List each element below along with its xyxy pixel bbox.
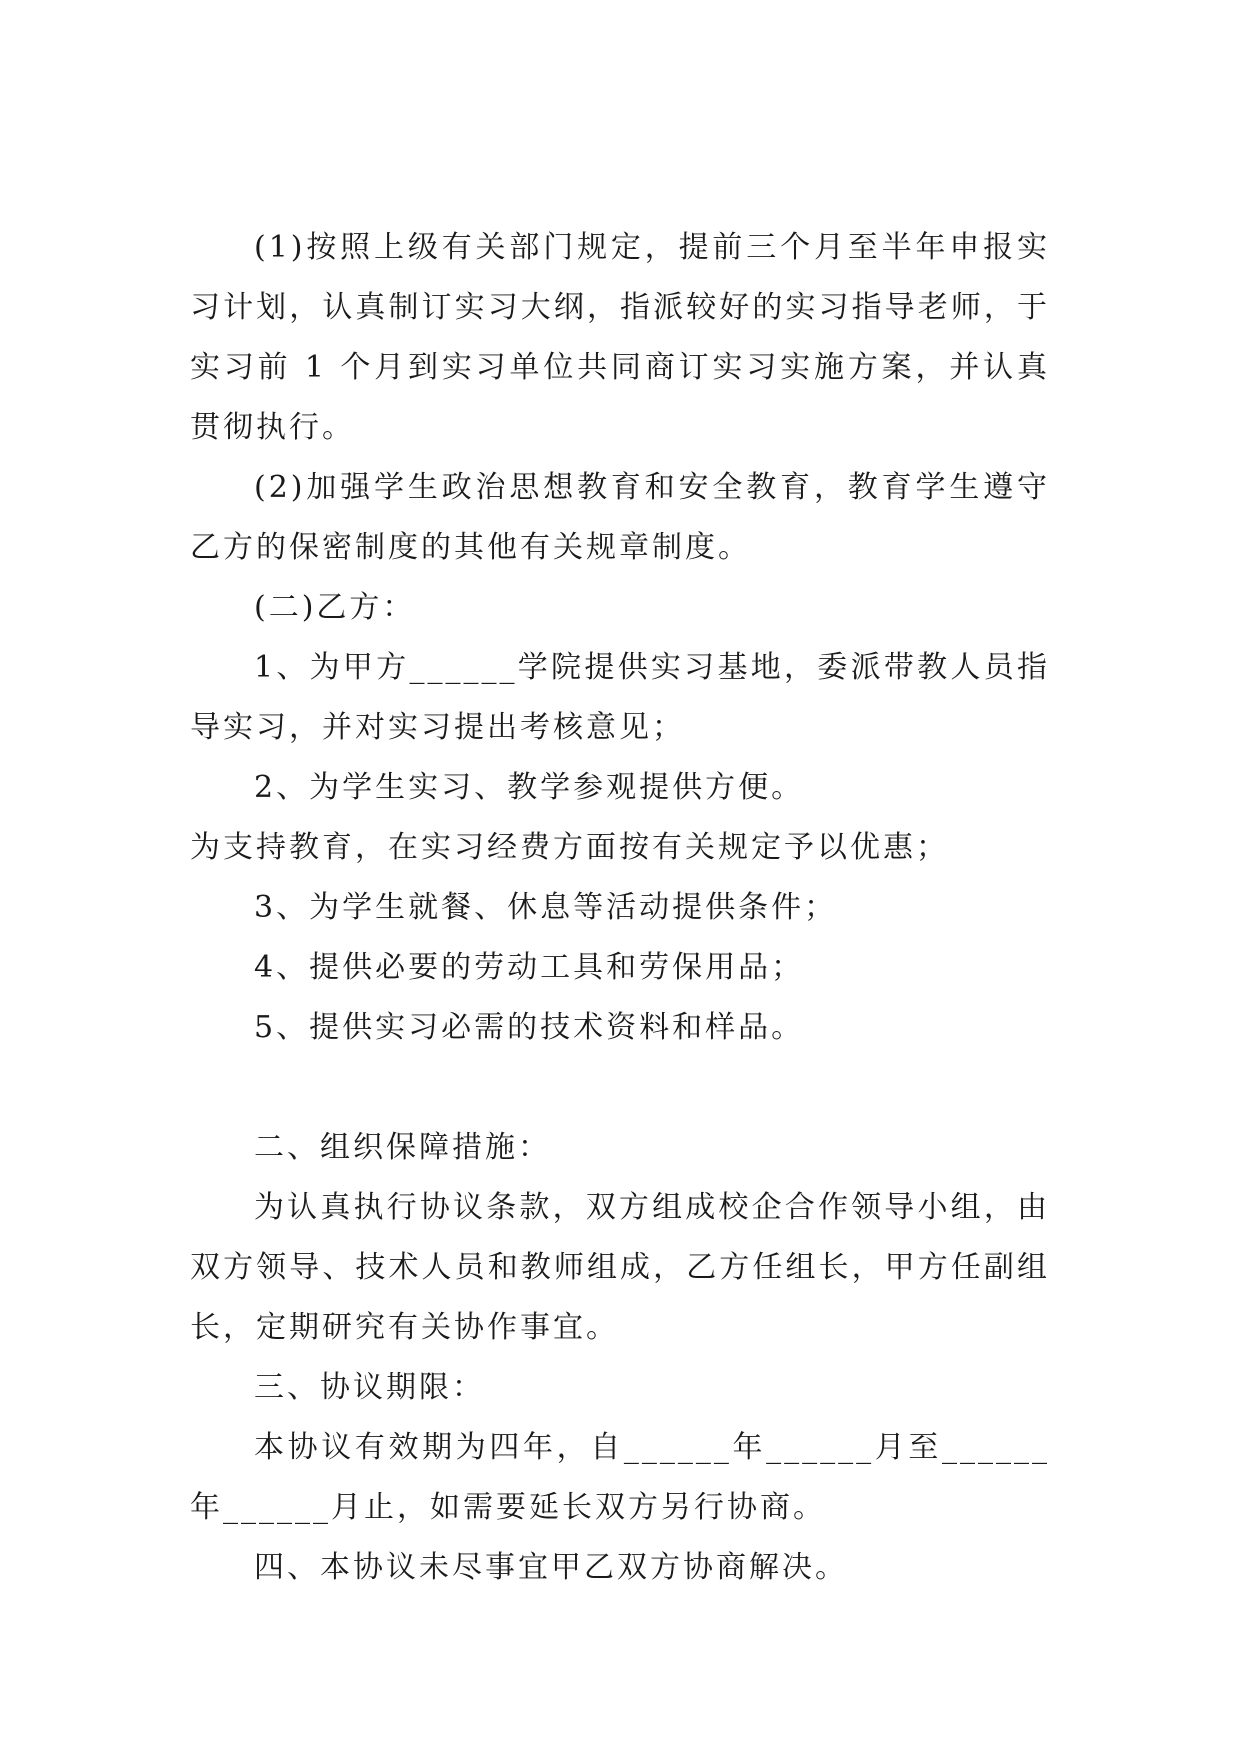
blank-spacer xyxy=(190,1058,1050,1118)
section-party-b-heading: (二)乙方： xyxy=(254,590,416,625)
paragraph-organization-body: 为认真执行协议条款，双方组成校企合作领导小组，由双方领导、技术人员和教师组成，乙方任组长，甲方任副组长，定期研究有关协作事宜。 xyxy=(190,1190,1050,1345)
document-body xyxy=(190,218,1050,1598)
paragraph-party-b-item-2: 2、为学生实习、教学参观提供方便。 xyxy=(254,770,805,805)
paragraph-term-body: 本协议有效期为四年，自______年______月至______年______月止，如需要延长双方另行协商。 xyxy=(190,1430,1050,1525)
paragraph-school-item-1: (1)按照上级有关部门规定，提前三个月至半年申报实习计划，认真制订实习大纲，指派较好的实习指导老师，于实习前 1 个月到实习单位共同商订实习实施方案，并认真贯彻执行。 xyxy=(190,230,1050,445)
paragraph-party-b-item-2-cont: 为支持教育，在实习经费方面按有关规定予以优惠； xyxy=(190,830,949,865)
paragraph-party-b-item-5: 5、提供实习必需的技术资料和样品。 xyxy=(254,1010,805,1045)
section-term-heading: 三、协议期限： xyxy=(254,1370,485,1405)
section-misc-clause: 四、本协议未尽事宜甲乙双方协商解决。 xyxy=(254,1550,848,1585)
paragraph-party-b-item-3: 3、为学生就餐、休息等活动提供条件； xyxy=(254,890,838,925)
section-organization-heading: 二、组织保障措施： xyxy=(254,1130,551,1165)
paragraph-party-b-item-1: 1、为甲方______学院提供实习基地，委派带教人员指导实习，并对实习提出考核意见； xyxy=(190,650,1050,745)
paragraph-school-item-2: (2)加强学生政治思想教育和安全教育，教育学生遵守乙方的保密制度的其他有关规章制度。 xyxy=(190,470,1050,565)
paragraph-party-b-item-4: 4、提供必要的劳动工具和劳保用品； xyxy=(254,950,805,985)
